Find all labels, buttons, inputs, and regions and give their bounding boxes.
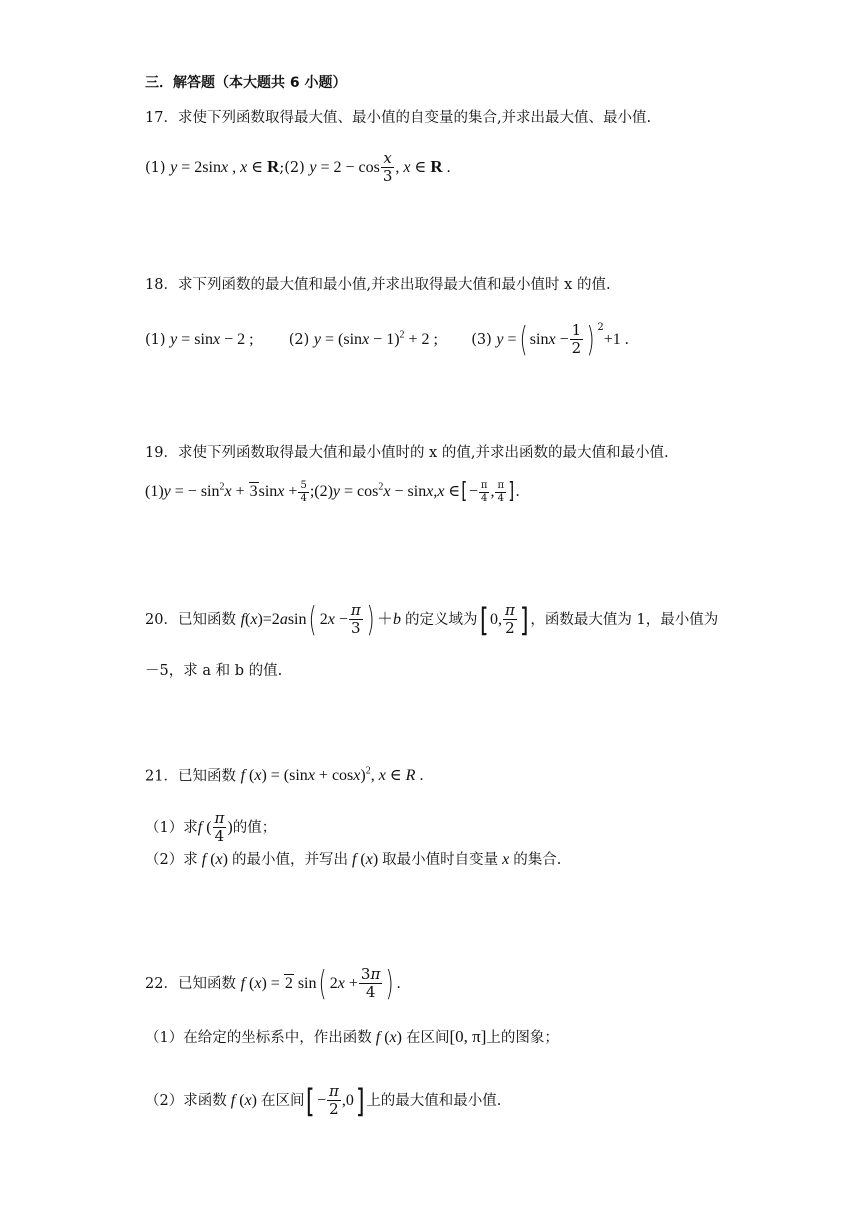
question-22-part1: （1）在给定的坐标系中，作出函数 f (x) 在区间[0, π]上的图象； <box>145 1027 559 1046</box>
question-20-line2: －5，求 a 和 b 的值. <box>145 663 283 679</box>
question-18-parts: (1) y = sinx − 2 ; (2) $y = (\sin x - 1)^2 + 2$ ; (3) y =( sinx − $\frac{1}{2}$ ) $^2$+1 . <box>145 319 629 360</box>
question-22-part2: （2）求函数 f (x) 在区间[ − $\frac{\pi}{2}$ ,0] 上的最大值和最小值. <box>145 1081 502 1120</box>
question-21-part1: （1）求f ( $\frac{\pi}{4}$ )的值； <box>145 809 277 846</box>
question-17-stem: 17．求使下列函数取得最大值、最小值的自变量的集合,并求出最大值、最小值. <box>145 110 652 126</box>
question-17-parts: (1) y = 2sinx , x ∈ R;(2) y = 2 − cos $\frac{x}{3}$ , x ∈ R . <box>145 149 451 186</box>
question-22-stem: 22．已知函数 f (x) = 2 sin( 2x + $\frac{3\pi}{4}$ ) . <box>145 963 401 1004</box>
question-18-stem: 18．求下列函数的最大值和最小值,并求出取得最大值和最小值时 x 的值. <box>145 277 611 293</box>
question-21-part2: （2）求 f (x) 的最小值，并写出 f (x) 取最小值时自变量 x 的集合. <box>145 851 562 868</box>
section-heading: 三．解答题（本大题共 6 小题） <box>145 75 347 91</box>
question-19-stem: 19．求使下列函数取得最大值和最小值时的 x 的值,并求出函数的最大值和最小值. <box>145 445 669 461</box>
question-21-stem: 21．已知函数 f $(x) = (\sin x + \cos x)^2$, x ∈ R . <box>145 766 424 785</box>
question-20-line1: 20．已知函数 f(x)=2asin( 2x − $\frac{\pi}{3}$ ) ＋b 的定义域为[ 0, $\frac{\pi}{2}$ ] ，函数最大值为 1，最小值为 <box>145 599 719 640</box>
question-19-parts: (1)y = − $\sin^2x + 3\sin x$ + $\frac{5}{4}$ ;(2)y = $\cos^2x - \sin x,x$ ∈[− $\frac{\pi}{4}$ , $\frac{\pi}{4}$ ]. <box>145 479 520 504</box>
